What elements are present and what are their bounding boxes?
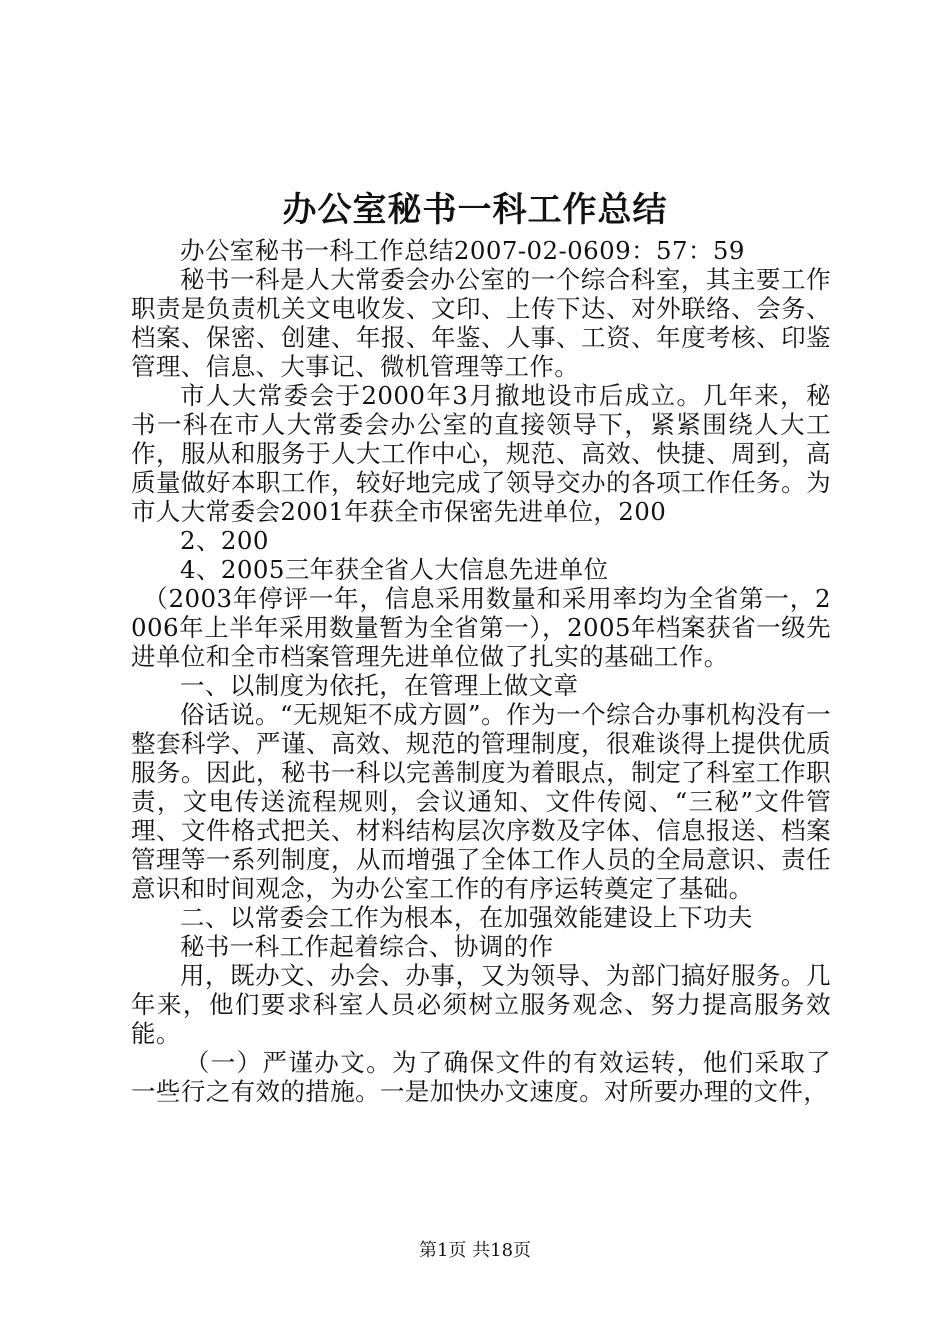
paragraph-duties: 秘书一科是人大常委会办公室的一个综合科室，其主要工作职责是负责机关文电收发、文印、上传下达、对外联络、会务、档案、保密、创建、年报、年鉴、人事、工资、年度考核、印鉴管理、信息、大事记、微机管理等工作。: [131, 265, 831, 381]
document-title: 办公室秘书一科工作总结: [282, 190, 668, 230]
page-number-footer: 第1页 共18页: [418, 1240, 532, 1261]
document-body: [131, 236, 831, 1106]
paragraph-history: 市人大常委会于2000年3月撤地设市后成立。几年来，秘书一科在市人大常委会办公室的直接领导下，紧紧围绕人大工作，服从和服务于人大工作中心，规范、高效、快捷、周到，高质量做好本职工作，较好地完成了领导交办的各项工作任务。为市人大常委会2001年获全市保密先进单位，200: [131, 381, 831, 526]
paragraph-info-award: 4、2005三年获全省人大信息先进单位: [180, 555, 609, 584]
paragraph-info-note: （2003年停评一年，信息采用数量和采用率均为全省第一，2006年上半年采用数量暂为全省第一），2005年档案获省一级先进单位和全市档案管理先进单位做了扎实的基础工作。: [131, 584, 831, 671]
paragraph-fragment-year: 2、200: [180, 526, 269, 555]
paragraph-rules: 俗话说。“无规矩不成方圆”。作为一个综合办事机构没有一整套科学、严谨、高效、规范的管理制度，很难谈得上提供优质服务。因此，秘书一科以完善制度为着眼点，制定了科室工作职责，文电传送流程规则，会议通知、文件传阅、“三秘”文件管理、文件格式把关、材料结构层次序数及字体、信息报送、档案管理等一系列制度，从而增强了全体工作人员的全局意识、责任意识和时间观念，为办公室工作的有序运转奠定了基础。: [131, 700, 831, 903]
paragraph-coordination: 秘书一科工作起着综合、协调的作: [180, 932, 554, 961]
section-heading-1: 一、以制度为依托，在管理上做文章: [180, 671, 579, 700]
paragraph-service: 用，既办文、办会、办事，又为领导、为部门搞好服务。几年来，他们要求科室人员必须树立服务观念、努力提高服务效能。: [131, 961, 831, 1048]
paragraph-documents: （一）严谨办文。为了确保文件的有效运转，他们采取了一些行之有效的措施。一是加快办文速度。对所要办理的文件，: [131, 1048, 831, 1106]
paragraph-header-line: 办公室秘书一科工作总结2007-02-0609：57：59: [180, 236, 745, 265]
section-heading-2: 二、以常委会工作为根本，在加强效能建设上下功夫: [180, 903, 753, 932]
